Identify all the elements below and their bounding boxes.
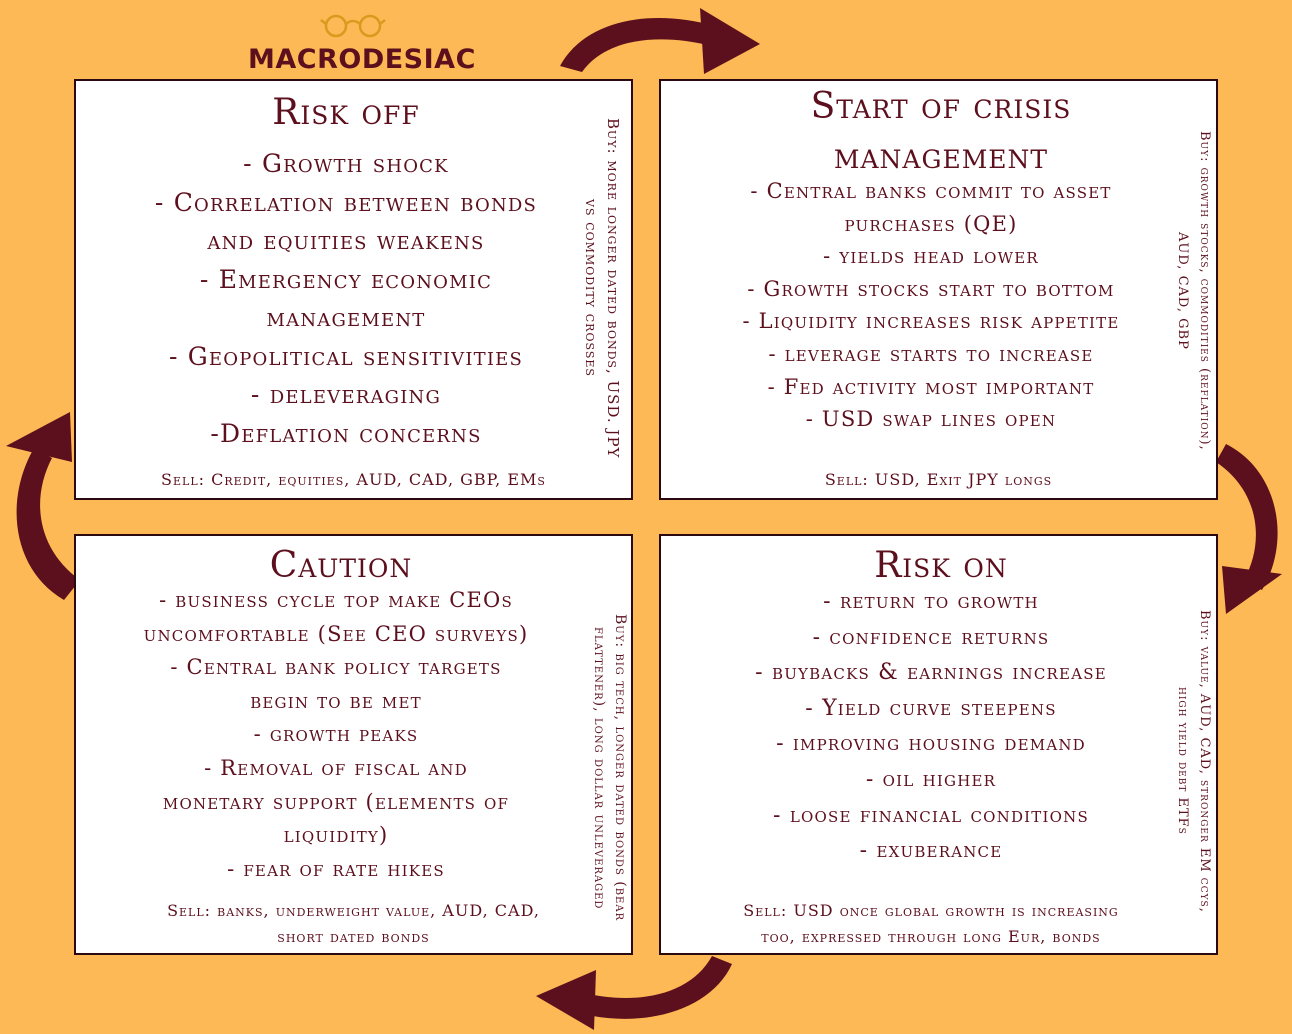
list-item: - Geopolitical sensitivities bbox=[168, 341, 524, 371]
list-item: - deleveraging bbox=[250, 380, 442, 409]
arrow-bottom-icon bbox=[536, 956, 732, 1030]
list-item: - Removal of fiscal and bbox=[204, 755, 468, 780]
quadrant-title: Risk on bbox=[874, 545, 1008, 586]
list-item: - oil higher bbox=[865, 766, 997, 792]
buy-text: Buy: value, AUD, CAD, stronger EM ccys, high yield debt ETFs bbox=[1175, 609, 1212, 913]
list-item: purchases (QE) bbox=[844, 211, 1018, 236]
list-item: - leverage starts to increase bbox=[768, 341, 1094, 366]
quadrant-title-line1: Start of crisis bbox=[810, 86, 1072, 127]
list-item: - business cycle top make CEOs bbox=[159, 588, 513, 612]
sell-text-line1: Sell: banks, underweight value, AUD, CAD, bbox=[167, 901, 540, 920]
list-item: - Central bank policy targets bbox=[170, 655, 502, 680]
list-item: uncomfortable (See CEO surveys) bbox=[143, 621, 529, 646]
sell-text-line2: short dated bonds bbox=[277, 927, 430, 946]
quadrant-title: Caution bbox=[269, 545, 413, 586]
list-item: - exuberance bbox=[859, 838, 1003, 864]
arrow-top-icon bbox=[560, 8, 760, 74]
list-item: - Growth shock bbox=[243, 149, 449, 178]
list-item: - return to growth bbox=[823, 589, 1039, 614]
quadrant-items bbox=[86, 584, 586, 886]
list-item: management bbox=[266, 303, 426, 332]
list-item: - Yield curve steepens bbox=[805, 695, 1057, 721]
quadrant-crisis-management bbox=[659, 79, 1218, 500]
glasses-icon bbox=[320, 12, 386, 40]
quadrant-title: Risk off bbox=[272, 92, 420, 133]
quadrant-items bbox=[681, 584, 1181, 869]
list-item: liquidity) bbox=[283, 823, 389, 848]
quadrant-caution bbox=[74, 534, 633, 955]
list-item: - Emergency economic bbox=[199, 264, 493, 294]
brand-logo bbox=[248, 8, 476, 75]
sell-text: Sell: Credit, equities, AUD, CAD, GBP, EMs bbox=[161, 470, 546, 489]
list-item: - Liquidity increases risk appetite bbox=[742, 309, 1120, 334]
list-item: - growth peaks bbox=[253, 722, 419, 747]
sell-text: Sell: USD, Exit JPY longs bbox=[824, 470, 1053, 489]
arrow-right-icon bbox=[1216, 444, 1282, 614]
quadrant-risk-off bbox=[74, 79, 633, 500]
quadrant-title-line2: management bbox=[833, 136, 1049, 177]
buy-text: Buy: growth stocks, commodities (reflation), AUD, CAD, GBP bbox=[1175, 131, 1212, 451]
list-item: - Central banks commit to asset bbox=[750, 179, 1112, 203]
sell-text-line2: too, expressed through long Eur, bonds bbox=[761, 927, 1101, 946]
list-item: - yields head lower bbox=[823, 244, 1039, 269]
quadrant-items bbox=[96, 145, 596, 453]
arrow-left-icon bbox=[6, 412, 80, 600]
list-item: begin to be met bbox=[250, 688, 422, 713]
list-item: - confidence returns bbox=[812, 624, 1050, 650]
list-item: -Deflation concerns bbox=[210, 418, 482, 448]
list-item: - Correlation between bonds bbox=[154, 187, 538, 217]
brand-name: MACRODESIAC bbox=[248, 44, 476, 75]
buy-text: Buy: more longer dated bonds, USD. JPY vs commodity crosses bbox=[582, 117, 622, 459]
list-item: - improving housing demand bbox=[776, 731, 1086, 757]
list-item: - buybacks & earnings increase bbox=[755, 660, 1107, 686]
list-item: - fear of rate hikes bbox=[227, 856, 445, 881]
quadrant-risk-on bbox=[659, 534, 1218, 955]
quadrant-items bbox=[681, 175, 1181, 436]
list-item: - Growth stocks start to bottom bbox=[747, 276, 1115, 301]
list-item: - Fed activity most important bbox=[767, 374, 1095, 399]
buy-text: Buy: big tech, longer dated bonds (bear flattener), long dollar unleveraged bbox=[591, 614, 628, 922]
list-item: and equities weakens bbox=[207, 226, 485, 255]
list-item: - USD swap lines open bbox=[805, 407, 1057, 432]
list-item: - loose financial conditions bbox=[773, 802, 1089, 828]
list-item: monetary support (elements of bbox=[162, 789, 510, 814]
sell-text-line1: Sell: USD once global growth is increasing bbox=[743, 901, 1119, 920]
